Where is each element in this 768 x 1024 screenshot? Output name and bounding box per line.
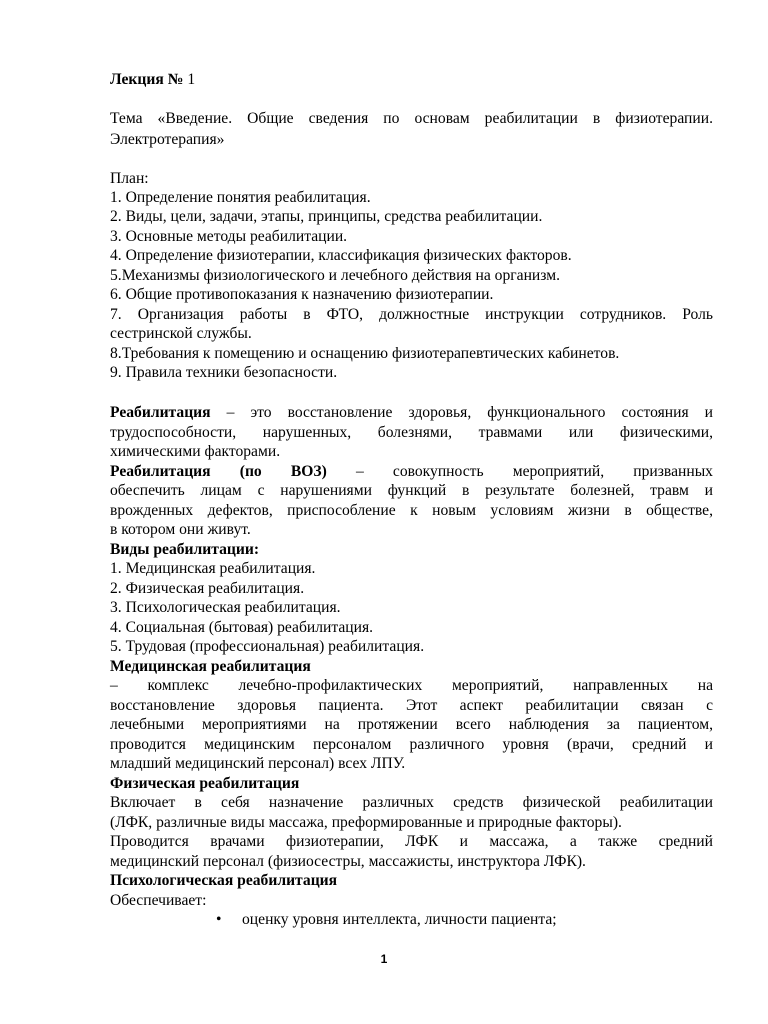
plan-item: 1. Определение понятия реабилитация. xyxy=(110,189,371,206)
definition-2-text: – совокупность мероприятий, призванных xyxy=(326,463,713,480)
physical-heading: Физическая реабилитация xyxy=(110,775,300,792)
types-item: 1. Медицинская реабилитация. xyxy=(110,560,316,577)
definition-1-line-1 xyxy=(110,403,713,422)
definition-2-line-2: обеспечить лицам с нарушениями функций в результате болезней, травм и xyxy=(110,482,713,499)
types-item: 2. Физическая реабилитация. xyxy=(110,580,305,597)
plan-item: 3. Основные методы реабилитации. xyxy=(110,228,348,245)
plan-item: 6. Общие противопоказания к назначению физиотерапии. xyxy=(110,286,494,303)
bullet-icon: • xyxy=(216,911,222,928)
lecture-number: 1 xyxy=(187,71,196,88)
plan-item: 9. Правила техники безопасности. xyxy=(110,364,338,381)
types-item: 5. Трудовая (профессиональная) реабилитация. xyxy=(110,638,425,655)
definition-1-text: – это восстановление здоровья, функционального состояния и xyxy=(210,404,713,421)
medical-line: восстановление здоровья пациента. Этот аспект реабилитации связан с xyxy=(110,697,713,714)
page-number: 1 xyxy=(380,952,388,966)
definition-2-term: Реабилитация (по ВОЗ) xyxy=(110,463,327,480)
medical-line: проводится медицинским персоналом различного уровня (врачи, средний и xyxy=(110,736,713,753)
psychological-heading: Психологическая реабилитация xyxy=(110,872,338,889)
bullet-text: оценку уровня интеллекта, личности пациента; xyxy=(242,911,557,928)
physical-line: Проводится врачами физиотерапии, ЛФК и массажа, а также средний xyxy=(110,833,713,850)
definition-2-line-3: врожденных дефектов, приспособление к новым условиям жизни в обществе, xyxy=(110,502,713,519)
definition-1-line-3: химическими факторами. xyxy=(110,443,281,460)
medical-heading: Медицинская реабилитация xyxy=(110,658,311,675)
topic-line-1: Тема «Введение. Общие сведения по основам реабилитации в физиотерапии. xyxy=(110,110,713,127)
definition-2-line-1 xyxy=(110,462,713,481)
types-item: 3. Психологическая реабилитация. xyxy=(110,599,341,616)
physical-line: медицинский персонал (физиосестры, массажисты, инструктора ЛФК). xyxy=(110,853,586,870)
plan-item: 7. Организация работы в ФТО, должностные инструкции сотрудников. Роль xyxy=(110,306,713,323)
physical-line: Включает в себя назначение различных средств физической реабилитации xyxy=(110,794,713,811)
definition-2-line-4: в котором они живут. xyxy=(110,521,251,538)
plan-item: 5.Механизмы физиологического и лечебного действия на организм. xyxy=(110,267,560,284)
lecture-label: Лекция xyxy=(110,71,164,88)
medical-line: младший медицинский персонал) всех ЛПУ. xyxy=(110,755,406,772)
lecture-number-sign: № xyxy=(167,71,184,88)
physical-line: (ЛФК, различные виды массажа, преформированные и природные факторы). xyxy=(110,814,622,831)
medical-line: – комплекс лечебно-профилактических мероприятий, направленных на xyxy=(110,677,713,694)
psychological-intro: Обеспечивает: xyxy=(110,892,207,909)
plan-item: 8.Требования к помещению и оснащению физиотерапевтических кабинетов. xyxy=(110,345,620,362)
plan-item: сестринской службы. xyxy=(110,325,252,342)
definition-1-term: Реабилитация xyxy=(110,404,211,421)
topic-line-2: Электротерапия» xyxy=(110,131,225,148)
definition-1-line-2: трудоспособности, нарушенных, болезнями, травмами или физическими, xyxy=(110,424,713,441)
types-heading: Виды реабилитации: xyxy=(110,541,260,558)
plan-item: 2. Виды, цели, задачи, этапы, принципы, средства реабилитации. xyxy=(110,208,543,225)
types-item: 4. Социальная (бытовая) реабилитация. xyxy=(110,619,374,636)
lecture-title xyxy=(110,70,713,89)
medical-line: лечебными мероприятиями на протяжении всего наблюдения за пациентом, xyxy=(110,716,713,733)
plan-item: 4. Определение физиотерапии, классификация физических факторов. xyxy=(110,247,572,264)
plan-heading: План: xyxy=(110,170,149,187)
